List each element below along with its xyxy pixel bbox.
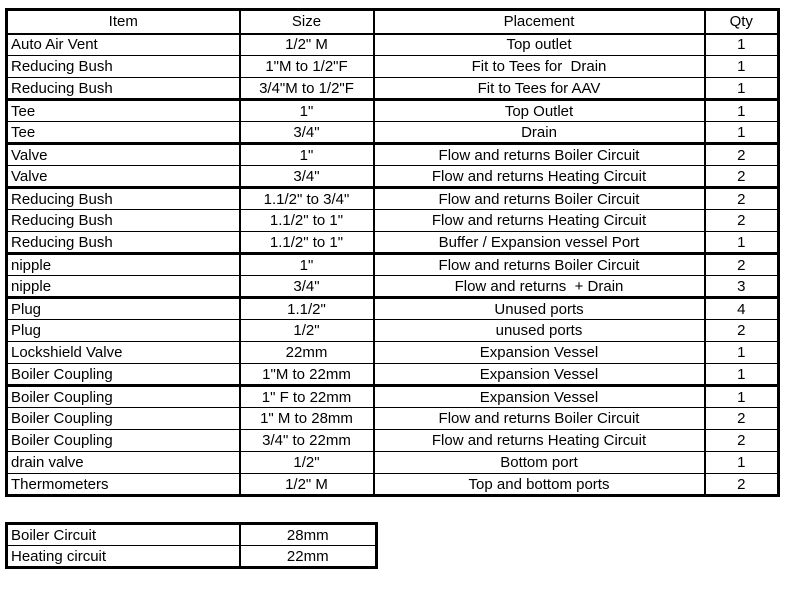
column-header-size: Size xyxy=(240,10,374,34)
size-cell: 3/4" xyxy=(240,122,374,144)
table-row xyxy=(7,210,779,232)
placement-cell: Flow and returns + Drain xyxy=(374,276,705,298)
placement-cell: Expansion Vessel xyxy=(374,364,705,386)
table-row xyxy=(7,474,779,496)
size-cell: 1" xyxy=(240,100,374,122)
size-cell: 3/4"M to 1/2"F xyxy=(240,78,374,100)
placement-cell: Top Outlet xyxy=(374,100,705,122)
summary-label-cell: Heating circuit xyxy=(7,546,240,568)
column-header-item: Item xyxy=(7,10,240,34)
size-cell: 3/4" to 22mm xyxy=(240,430,374,452)
placement-cell: Flow and returns Boiler Circuit xyxy=(374,188,705,210)
item-cell: drain valve xyxy=(7,452,240,474)
size-cell: 1/2" xyxy=(240,320,374,342)
pipe-size-table xyxy=(5,522,378,569)
placement-cell: Unused ports xyxy=(374,298,705,320)
qty-cell: 2 xyxy=(705,210,779,232)
column-header-qty: Qty xyxy=(705,10,779,34)
parts-table-body xyxy=(7,34,779,496)
table-row xyxy=(7,78,779,100)
placement-cell: Flow and returns Boiler Circuit xyxy=(374,254,705,276)
placement-cell: Flow and returns Boiler Circuit xyxy=(374,144,705,166)
summary-value-cell: 28mm xyxy=(240,524,377,546)
table-row xyxy=(7,56,779,78)
placement-cell: Bottom port xyxy=(374,452,705,474)
qty-cell: 3 xyxy=(705,276,779,298)
table-row xyxy=(7,254,779,276)
item-cell: Reducing Bush xyxy=(7,78,240,100)
placement-cell: Flow and returns Heating Circuit xyxy=(374,210,705,232)
placement-cell: Expansion Vessel xyxy=(374,342,705,364)
size-cell: 1/2" M xyxy=(240,34,374,56)
table-row xyxy=(7,342,779,364)
table-row xyxy=(7,122,779,144)
item-cell: Reducing Bush xyxy=(7,56,240,78)
size-cell: 1.1/2" to 1" xyxy=(240,210,374,232)
item-cell: nipple xyxy=(7,254,240,276)
table-row xyxy=(7,386,779,408)
item-cell: Reducing Bush xyxy=(7,210,240,232)
header-row xyxy=(7,10,779,34)
column-header-placement: Placement xyxy=(374,10,705,34)
size-cell: 1/2" M xyxy=(240,474,374,496)
item-cell: Valve xyxy=(7,144,240,166)
qty-cell: 1 xyxy=(705,100,779,122)
qty-cell: 1 xyxy=(705,452,779,474)
qty-cell: 1 xyxy=(705,56,779,78)
item-cell: Boiler Coupling xyxy=(7,408,240,430)
summary-row xyxy=(7,546,377,568)
item-cell: Auto Air Vent xyxy=(7,34,240,56)
size-cell: 1" xyxy=(240,144,374,166)
qty-cell: 1 xyxy=(705,364,779,386)
size-cell: 1.1/2" xyxy=(240,298,374,320)
qty-cell: 1 xyxy=(705,342,779,364)
item-cell: Valve xyxy=(7,166,240,188)
item-cell: Thermometers xyxy=(7,474,240,496)
qty-cell: 2 xyxy=(705,254,779,276)
summary-label-cell: Boiler Circuit xyxy=(7,524,240,546)
item-cell: Reducing Bush xyxy=(7,232,240,254)
table-row xyxy=(7,100,779,122)
placement-cell: Fit to Tees for Drain xyxy=(374,56,705,78)
qty-cell: 1 xyxy=(705,122,779,144)
item-cell: nipple xyxy=(7,276,240,298)
pipe-size-table-body xyxy=(7,524,377,568)
item-cell: Tee xyxy=(7,100,240,122)
size-cell: 3/4" xyxy=(240,276,374,298)
parts-table xyxy=(5,8,780,497)
placement-cell: Flow and returns Heating Circuit xyxy=(374,430,705,452)
placement-cell: Drain xyxy=(374,122,705,144)
table-row xyxy=(7,232,779,254)
qty-cell: 1 xyxy=(705,34,779,56)
table-row xyxy=(7,144,779,166)
item-cell: Plug xyxy=(7,298,240,320)
table-row xyxy=(7,188,779,210)
qty-cell: 2 xyxy=(705,320,779,342)
size-cell: 3/4" xyxy=(240,166,374,188)
table-row xyxy=(7,452,779,474)
table-row xyxy=(7,320,779,342)
size-cell: 1"M to 1/2"F xyxy=(240,56,374,78)
qty-cell: 2 xyxy=(705,430,779,452)
qty-cell: 2 xyxy=(705,474,779,496)
placement-cell: Flow and returns Heating Circuit xyxy=(374,166,705,188)
qty-cell: 1 xyxy=(705,78,779,100)
table-row xyxy=(7,298,779,320)
size-cell: 1" M to 28mm xyxy=(240,408,374,430)
table-row xyxy=(7,34,779,56)
size-cell: 1.1/2" to 3/4" xyxy=(240,188,374,210)
placement-cell: Top outlet xyxy=(374,34,705,56)
qty-cell: 2 xyxy=(705,188,779,210)
item-cell: Plug xyxy=(7,320,240,342)
item-cell: Boiler Coupling xyxy=(7,364,240,386)
placement-cell: Top and bottom ports xyxy=(374,474,705,496)
table-row xyxy=(7,430,779,452)
table-row xyxy=(7,276,779,298)
item-cell: Boiler Coupling xyxy=(7,430,240,452)
size-cell: 1" F to 22mm xyxy=(240,386,374,408)
summary-value-cell: 22mm xyxy=(240,546,377,568)
size-cell: 1.1/2" to 1" xyxy=(240,232,374,254)
table-row xyxy=(7,166,779,188)
size-cell: 1/2" xyxy=(240,452,374,474)
placement-cell: unused ports xyxy=(374,320,705,342)
item-cell: Reducing Bush xyxy=(7,188,240,210)
qty-cell: 4 xyxy=(705,298,779,320)
table-row xyxy=(7,408,779,430)
item-cell: Boiler Coupling xyxy=(7,386,240,408)
item-cell: Tee xyxy=(7,122,240,144)
qty-cell: 1 xyxy=(705,232,779,254)
item-cell: Lockshield Valve xyxy=(7,342,240,364)
placement-cell: Flow and returns Boiler Circuit xyxy=(374,408,705,430)
qty-cell: 2 xyxy=(705,408,779,430)
qty-cell: 1 xyxy=(705,386,779,408)
placement-cell: Buffer / Expansion vessel Port xyxy=(374,232,705,254)
size-cell: 1"M to 22mm xyxy=(240,364,374,386)
qty-cell: 2 xyxy=(705,144,779,166)
table-row xyxy=(7,364,779,386)
size-cell: 22mm xyxy=(240,342,374,364)
qty-cell: 2 xyxy=(705,166,779,188)
placement-cell: Fit to Tees for AAV xyxy=(374,78,705,100)
summary-row xyxy=(7,524,377,546)
size-cell: 1" xyxy=(240,254,374,276)
placement-cell: Expansion Vessel xyxy=(374,386,705,408)
